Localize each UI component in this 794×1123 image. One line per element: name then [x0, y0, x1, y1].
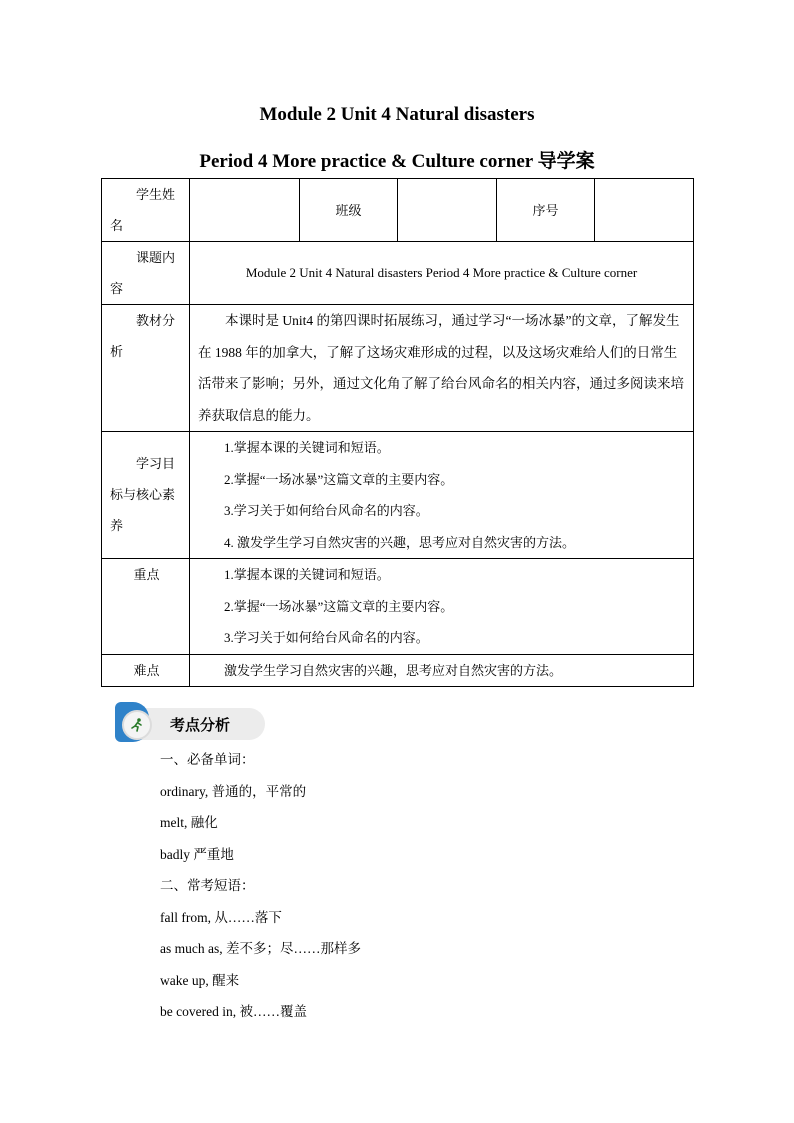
difficulty-label: 难点 — [102, 654, 190, 687]
document-subtitle: Period 4 More practice & Culture corner 导学案 — [199, 151, 595, 172]
goal-item: 2.掌握“一场冰暴”这篇文章的主要内容。 — [224, 471, 454, 487]
class-label: 班级 — [300, 179, 398, 242]
goal-item: 4. 激发学生学习自然灾害的兴趣，思考应对自然灾害的方法。 — [224, 534, 576, 550]
words-heading: 一、必备单词： — [160, 752, 255, 767]
seat-number-label: 序号 — [497, 179, 595, 242]
class-value — [398, 179, 497, 242]
notes-list — [160, 744, 361, 1028]
phrase-item: as much as, 差不多；尽……那样多 — [160, 941, 361, 956]
key-point-item: 1.掌握本课的关键词和短语。 — [224, 567, 390, 582]
student-name-value — [190, 179, 300, 242]
section-heading — [115, 702, 267, 742]
phrases-heading: 二、常考短语： — [160, 878, 255, 893]
analysis-text: 本课时是 Unit4 的第四课时拓展练习，通过学习“一场冰暴”的文章，了解发生在 1988 年的加拿大，了解了这场灾难形成的过程，以及这场灾难给人们的日常生活带来了影响；另外，通过文化角了解了给台风命名的相关内容，通过多阅读来培养获取信息的能力。 — [190, 305, 694, 432]
key-point-item: 2.掌握“一场冰暴”这篇文章的主要内容。 — [224, 598, 454, 614]
word-item: melt, 融化 — [160, 815, 218, 830]
difficulty-text: 激发学生学习自然灾害的兴趣，思考应对自然灾害的方法。 — [190, 654, 694, 687]
goals-label: 学习目标与核心素养 — [102, 432, 190, 559]
table-row-student — [102, 179, 694, 242]
goals-list — [190, 432, 694, 559]
student-name-label: 学生姓名 — [102, 179, 190, 242]
word-item: ordinary, 普通的，平常的 — [160, 783, 307, 799]
topic-label: 课题内容 — [102, 242, 190, 305]
document-title: Module 2 Unit 4 Natural disasters — [259, 104, 535, 125]
phrase-item: wake up, 醒来 — [160, 972, 240, 988]
analysis-label: 教材分析 — [102, 305, 190, 432]
word-item: badly 严重地 — [160, 846, 234, 862]
running-person-icon — [122, 710, 152, 740]
goal-item: 1.掌握本课的关键词和短语。 — [224, 440, 390, 455]
key-points-label: 重点 — [102, 559, 190, 655]
seat-number-value — [595, 179, 694, 242]
table-row-goals — [102, 432, 694, 559]
lesson-info-table — [101, 178, 694, 687]
topic-value: Module 2 Unit 4 Natural disasters Period 4 More practice & Culture corner — [190, 242, 694, 305]
table-row-topic — [102, 242, 694, 305]
table-row-difficulty — [102, 654, 694, 687]
key-point-item: 3.学习关于如何给台风命名的内容。 — [224, 630, 429, 645]
key-points-list — [190, 559, 694, 655]
phrase-item: fall from, 从……落下 — [160, 909, 282, 925]
table-row-key-points — [102, 559, 694, 655]
phrase-item: be covered in, 被……覆盖 — [160, 1004, 307, 1019]
table-row-analysis — [102, 305, 694, 432]
goal-item: 3.学习关于如何给台风命名的内容。 — [224, 503, 429, 518]
section-heading-label: 考点分析 — [170, 718, 231, 734]
